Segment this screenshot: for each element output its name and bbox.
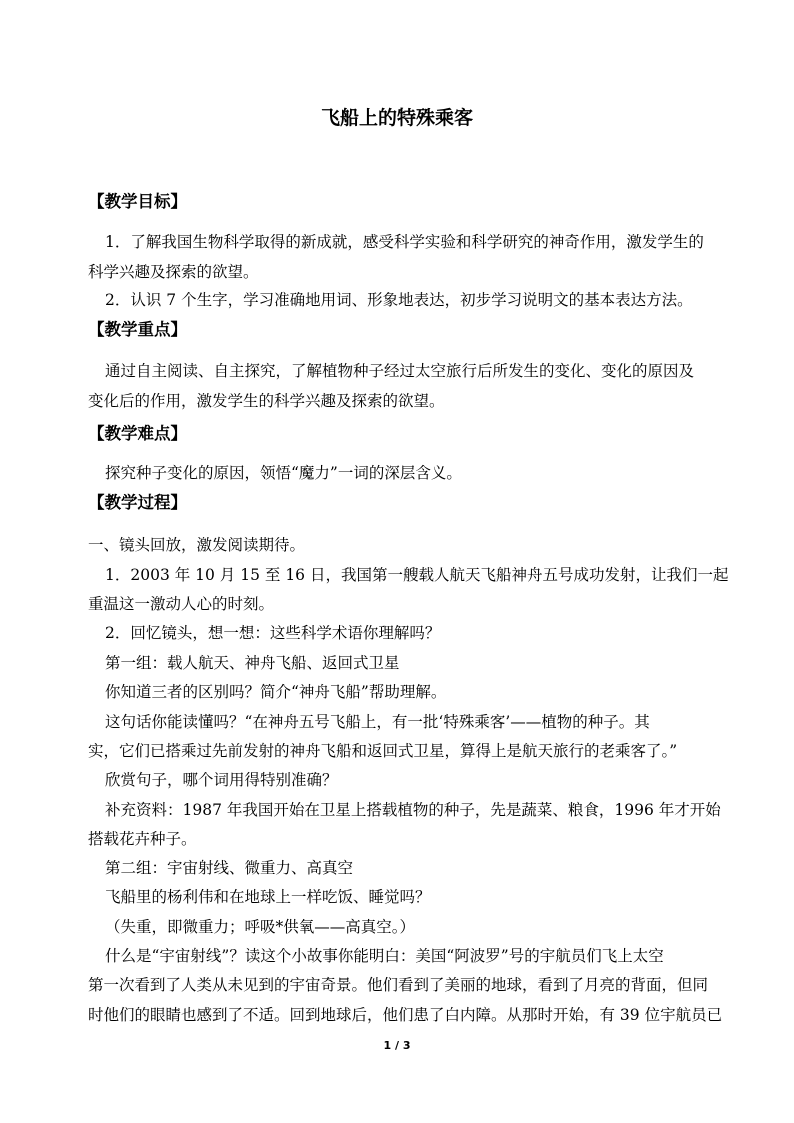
section-heading-difficulties: 【教学难点】 xyxy=(88,424,187,443)
body-line: 第一次看到了人类从未见到的宇宙奇景。他们看到了美丽的地球，看到了月亮的背面，但同 xyxy=(88,976,709,994)
body-line: 1．了解我国生物科学取得的新成就，感受科学实验和科学研究的神奇作用，激发学生的 xyxy=(105,233,704,251)
body-line: 搭载花卉种子。 xyxy=(88,830,197,848)
body-line: 这句话你能读懂吗？“在神舟五号飞船上，有一批‘特殊乘客’——植物的种子。其 xyxy=(105,713,650,731)
document-title: 飞船上的特殊乘客 xyxy=(320,107,473,129)
body-line: 时他们的眼睛也感到了不适。回到地球后，他们患了白内障。从那时开始，有 39 位宇航员已 xyxy=(88,1006,723,1024)
body-line: 1．2003 年 10 月 15 至 16 日，我国第一艘载人航天飞船神舟五号成功发射，让我们一起 xyxy=(105,566,729,584)
section-heading-objectives: 【教学目标】 xyxy=(88,192,187,211)
body-line: 第一组：载人航天、神舟飞船、返回式卫星 xyxy=(105,654,400,672)
body-line: （失重，即微重力；呼吸*供氧——高真空。） xyxy=(105,918,416,936)
body-line: 一、镜头回放，激发阅读期待。 xyxy=(88,536,306,554)
page-number: 1 / 3 xyxy=(383,1039,411,1052)
section-heading-key-points: 【教学重点】 xyxy=(88,320,187,339)
body-line: 科学兴趣及探索的欲望。 xyxy=(88,263,259,281)
body-line: 变化后的作用，激发学生的科学兴趣及探索的欲望。 xyxy=(88,392,445,410)
body-line: 实，它们已搭乘过先前发射的神舟飞船和返回式卫星，算得上是航天旅行的老乘客了。” xyxy=(88,742,678,760)
body-line: 飞船里的杨利伟和在地球上一样吃饭、睡觉吗？ xyxy=(105,888,431,906)
body-line: 2．认识 7 个生字，学习准确地用词、形象地表达，初步学习说明文的基本表达方法。 xyxy=(105,291,693,309)
body-line: 通过自主阅读、自主探究，了解植物种子经过太空旅行后所发生的变化、变化的原因及 xyxy=(105,362,695,380)
body-line: 你知道三者的区别吗？简介“神舟飞船”帮助理解。 xyxy=(105,683,447,701)
body-line: 第二组：宇宙射线、微重力、高真空 xyxy=(105,859,354,877)
body-line: 欣赏句子，哪个词用得特别准确？ xyxy=(105,771,338,789)
body-line: 重温这一激动人心的时刻。 xyxy=(88,595,275,613)
section-heading-process: 【教学过程】 xyxy=(88,493,187,512)
body-line: 补充资料：1987 年我国开始在卫星上搭载植物的种子，先是蔬菜、粮食，1996 年才开始 xyxy=(105,801,721,819)
body-line: 什么是“宇宙射线”？读这个小故事你能明白：美国“阿波罗”号的宇航员们飞上太空 xyxy=(105,947,664,965)
body-line: 2．回忆镜头，想一想：这些科学术语你理解吗？ xyxy=(105,624,441,642)
body-line: 探究种子变化的原因，领悟“魔力”一词的深层含义。 xyxy=(105,464,462,482)
